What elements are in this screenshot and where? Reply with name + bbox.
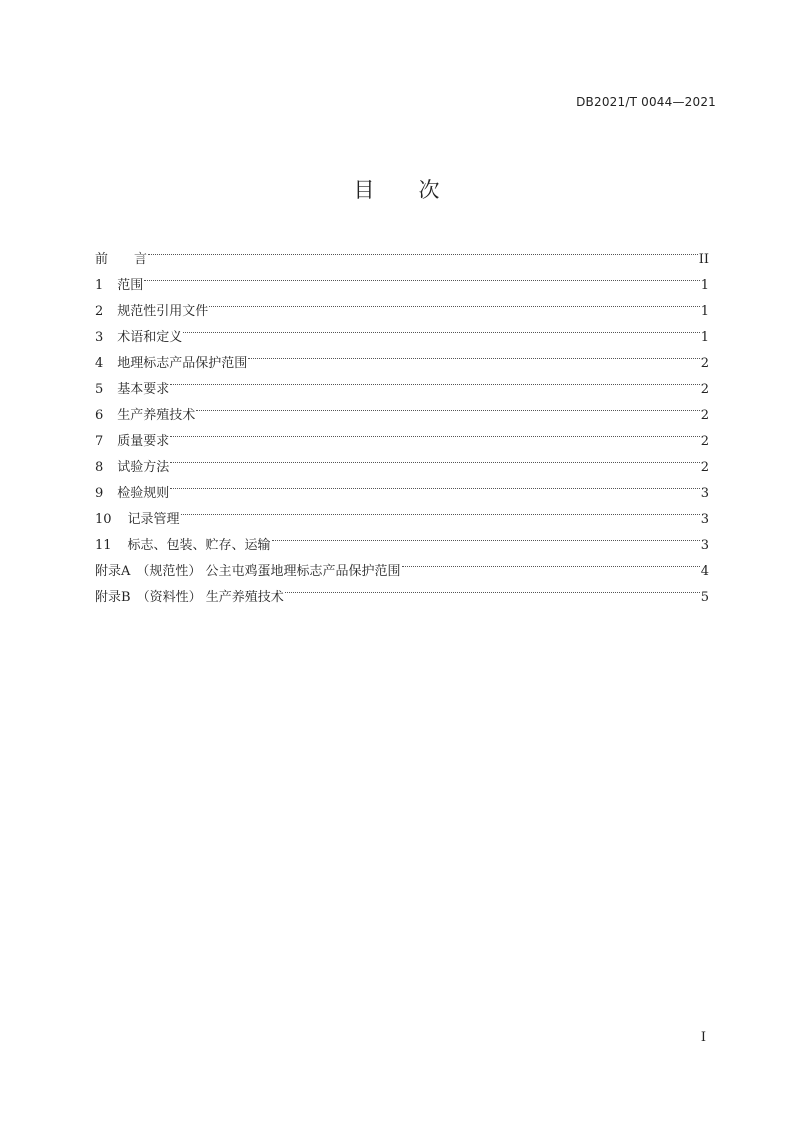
toc-entry-number: 附录A	[95, 564, 131, 579]
toc-dot-leader	[170, 445, 699, 471]
toc-entry-number: 9	[95, 486, 104, 501]
toc-entry[interactable]	[95, 445, 709, 475]
toc-entry-number: 2	[95, 304, 104, 319]
toc-entry-page: 1	[700, 278, 709, 293]
toc-entry-number: 1	[95, 278, 104, 293]
toc-entry-number: 4	[95, 356, 104, 371]
toc-entry-page: 2	[700, 382, 709, 397]
toc-entry[interactable]	[95, 471, 709, 501]
toc-dot-leader	[272, 523, 700, 549]
toc-entry[interactable]	[95, 497, 709, 527]
toc-dot-leader	[402, 549, 700, 575]
toc-entry-number: 前	[95, 252, 109, 267]
toc-dot-leader	[248, 341, 699, 367]
toc-entry-page: 5	[700, 590, 709, 605]
toc-entry-label: 试验方法	[117, 460, 170, 475]
toc-entry[interactable]	[95, 263, 709, 293]
toc-entry-label: 基本要求	[117, 382, 170, 397]
toc-entry-page: 3	[700, 538, 709, 553]
toc-entry-number: 7	[95, 434, 104, 449]
toc-entry[interactable]	[95, 289, 709, 319]
toc-entry-label: 标志、包装、贮存、运输	[127, 538, 271, 553]
toc-entry[interactable]	[95, 341, 709, 371]
toc-dot-leader	[196, 393, 699, 419]
toc-entry-number: 6	[95, 408, 104, 423]
toc-dot-leader	[170, 419, 699, 445]
toc-entry[interactable]	[95, 367, 709, 397]
toc-entry-label: （资料性） 生产养殖技术	[136, 590, 284, 605]
toc-dot-leader	[170, 471, 699, 497]
page-number: I	[700, 1030, 706, 1045]
toc-entry-page: 1	[700, 330, 709, 345]
toc-entry-label: （规范性） 公主屯鸡蛋地理标志产品保护范围	[136, 564, 401, 579]
toc-dot-leader	[144, 263, 699, 289]
toc-entry-label: 检验规则	[117, 486, 170, 501]
toc-title: 目次	[353, 178, 484, 202]
toc-entry-label: 范围	[117, 278, 144, 293]
toc-entry[interactable]	[95, 315, 709, 345]
toc-entry-page: 2	[700, 434, 709, 449]
toc-entry-label: 生产养殖技术	[117, 408, 196, 423]
toc-entry-label: 规范性引用文件	[117, 304, 209, 319]
toc-entry-page: 3	[700, 486, 709, 501]
toc-entry-number: 8	[95, 460, 104, 475]
toc-dot-leader	[181, 497, 700, 523]
toc-entry[interactable]	[95, 419, 709, 449]
toc-dot-leader	[170, 367, 699, 393]
toc-entry-label: 地理标志产品保护范围	[117, 356, 248, 371]
toc-entry-label: 术语和定义	[117, 330, 183, 345]
toc-entry-page: 3	[700, 512, 709, 527]
table-of-contents	[95, 237, 709, 605]
standard-code: DB2021/T 0044—2021	[576, 95, 716, 109]
toc-entry-page: II	[698, 252, 709, 267]
toc-entry-label: 言	[134, 252, 148, 267]
toc-entry-number: 附录B	[95, 590, 131, 605]
toc-entry-label: 记录管理	[127, 512, 180, 527]
toc-entry[interactable]	[95, 237, 709, 267]
toc-entry-number: 10	[95, 512, 112, 527]
toc-entry-number: 3	[95, 330, 104, 345]
toc-entry-number: 11	[95, 538, 112, 553]
toc-entry-page: 2	[700, 408, 709, 423]
toc-entry[interactable]	[95, 393, 709, 423]
toc-entry-label: 质量要求	[117, 434, 170, 449]
toc-dot-leader	[285, 575, 700, 601]
toc-dot-leader	[209, 289, 699, 315]
toc-entry-number: 5	[95, 382, 104, 397]
toc-dot-leader	[183, 315, 699, 341]
toc-entry[interactable]	[95, 523, 709, 553]
toc-dot-leader	[148, 237, 698, 263]
toc-entry-page: 2	[700, 356, 709, 371]
toc-entry-page: 4	[700, 564, 709, 579]
toc-entry-page: 1	[700, 304, 709, 319]
toc-entry-page: 2	[700, 460, 709, 475]
